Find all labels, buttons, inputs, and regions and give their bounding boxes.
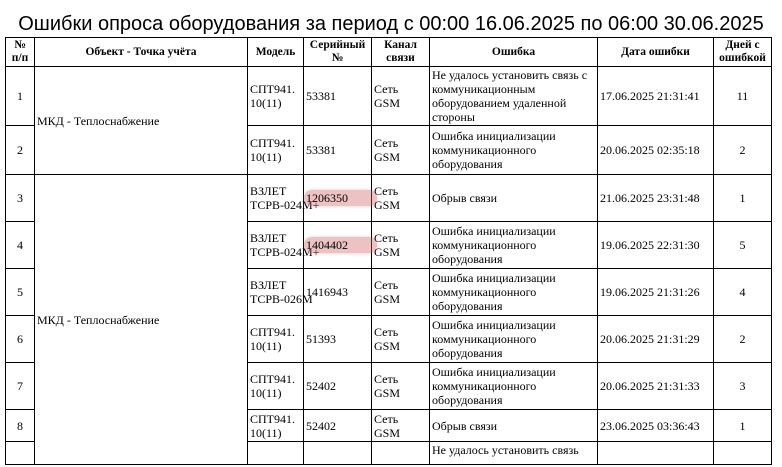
error-cell: Не удалось установить связь (430, 442, 598, 465)
error-cell: Ошибка инициализации коммуникационного оборудования (430, 316, 598, 363)
table-row (6, 67, 772, 126)
object-cell: МКД - Теплоснабжение (35, 67, 248, 175)
channel-cell: Сеть GSM (372, 316, 430, 363)
error-cell: Не удалось установить связь с коммуникационным оборудованием удаленной стороны (430, 67, 598, 126)
date-cell: 20.06.2025 21:31:33 (598, 363, 714, 410)
date-cell: 20.06.2025 02:35:18 (598, 126, 714, 175)
serial-cell-highlighted (304, 222, 372, 269)
model-cell: ВЗЛЕТ ТСРВ-026М (248, 269, 304, 316)
date-cell (598, 442, 714, 465)
days-cell: 4 (714, 269, 772, 316)
days-cell: 2 (714, 126, 772, 175)
serial-cell-highlighted (304, 175, 372, 222)
row-num: 4 (6, 222, 35, 269)
row-num: 1 (6, 67, 35, 126)
date-cell: 23.06.2025 03:36:43 (598, 410, 714, 442)
serial-cell: 53381 (304, 126, 372, 175)
model-cell: СПТ941. 10(11) (248, 316, 304, 363)
col-header-days: Дней с ошибкой (714, 38, 772, 67)
model-cell (248, 442, 304, 465)
col-header-num: № п/п (6, 38, 35, 67)
model-cell: СПТ941. 10(11) (248, 363, 304, 410)
channel-cell: Сеть GSM (372, 126, 430, 175)
days-cell: 2 (714, 316, 772, 363)
channel-cell: Сеть GSM (372, 410, 430, 442)
object-cell: МКД - Теплоснабжение (35, 175, 248, 465)
error-cell: Ошибка инициализации коммуникационного оборудования (430, 363, 598, 410)
error-cell: Ошибка инициализации коммуникационного оборудования (430, 269, 598, 316)
row-num: 3 (6, 175, 35, 222)
serial-cell (304, 442, 372, 465)
channel-cell (372, 442, 430, 465)
model-cell: ВЗЛЕТ ТСРВ-024М+ (248, 175, 304, 222)
channel-cell: Сеть GSM (372, 269, 430, 316)
model-cell: СПТ941. 10(11) (248, 410, 304, 442)
channel-cell: Сеть GSM (372, 363, 430, 410)
row-num: 2 (6, 126, 35, 175)
error-cell: Ошибка инициализации коммуникационного оборудования (430, 222, 598, 269)
error-cell: Обрыв связи (430, 175, 598, 222)
serial-cell: 52402 (304, 363, 372, 410)
channel-cell: Сеть GSM (372, 175, 430, 222)
col-header-object: Объект - Точка учёта (35, 38, 248, 67)
date-cell: 17.06.2025 21:31:41 (598, 67, 714, 126)
row-num: 5 (6, 269, 35, 316)
row-num: 6 (6, 316, 35, 363)
channel-cell: Сеть GSM (372, 67, 430, 126)
days-cell: 11 (714, 67, 772, 126)
days-cell (714, 442, 772, 465)
col-header-serial: Серийный № (304, 38, 372, 67)
serial-cell: 52402 (304, 410, 372, 442)
days-cell: 1 (714, 175, 772, 222)
date-cell: 19.06.2025 22:31:30 (598, 222, 714, 269)
days-cell: 3 (714, 363, 772, 410)
serial-cell: 51393 (304, 316, 372, 363)
model-cell: ВЗЛЕТ ТСРВ-024М+ (248, 222, 304, 269)
model-cell: СПТ941. 10(11) (248, 126, 304, 175)
error-report-table (5, 37, 772, 465)
col-header-date: Дата ошибки (598, 38, 714, 67)
row-num: 7 (6, 363, 35, 410)
days-cell: 1 (714, 410, 772, 442)
table-header-row (6, 38, 772, 67)
col-header-channel: Канал связи (372, 38, 430, 67)
serial-text: 1404402 (306, 238, 348, 252)
serial-cell: 1416943 (304, 269, 372, 316)
table-row (6, 175, 772, 222)
error-cell: Ошибка инициализации коммуникационного оборудования (430, 126, 598, 175)
serial-text: 1206350 (306, 191, 348, 205)
model-cell: СПТ941. 10(11) (248, 67, 304, 126)
serial-cell: 53381 (304, 67, 372, 126)
error-cell: Обрыв связи (430, 410, 598, 442)
date-cell: 21.06.2025 23:31:48 (598, 175, 714, 222)
date-cell: 20.06.2025 21:31:29 (598, 316, 714, 363)
report-title: Ошибки опроса оборудования за период с 00:00 16.06.2025 по 06:00 30.06.2025 (18, 13, 764, 35)
col-header-model: Модель (248, 38, 304, 67)
row-num (6, 442, 35, 465)
row-num: 8 (6, 410, 35, 442)
days-cell: 5 (714, 222, 772, 269)
col-header-error: Ошибка (430, 38, 598, 67)
channel-cell: Сеть GSM (372, 222, 430, 269)
date-cell: 19.06.2025 21:31:26 (598, 269, 714, 316)
